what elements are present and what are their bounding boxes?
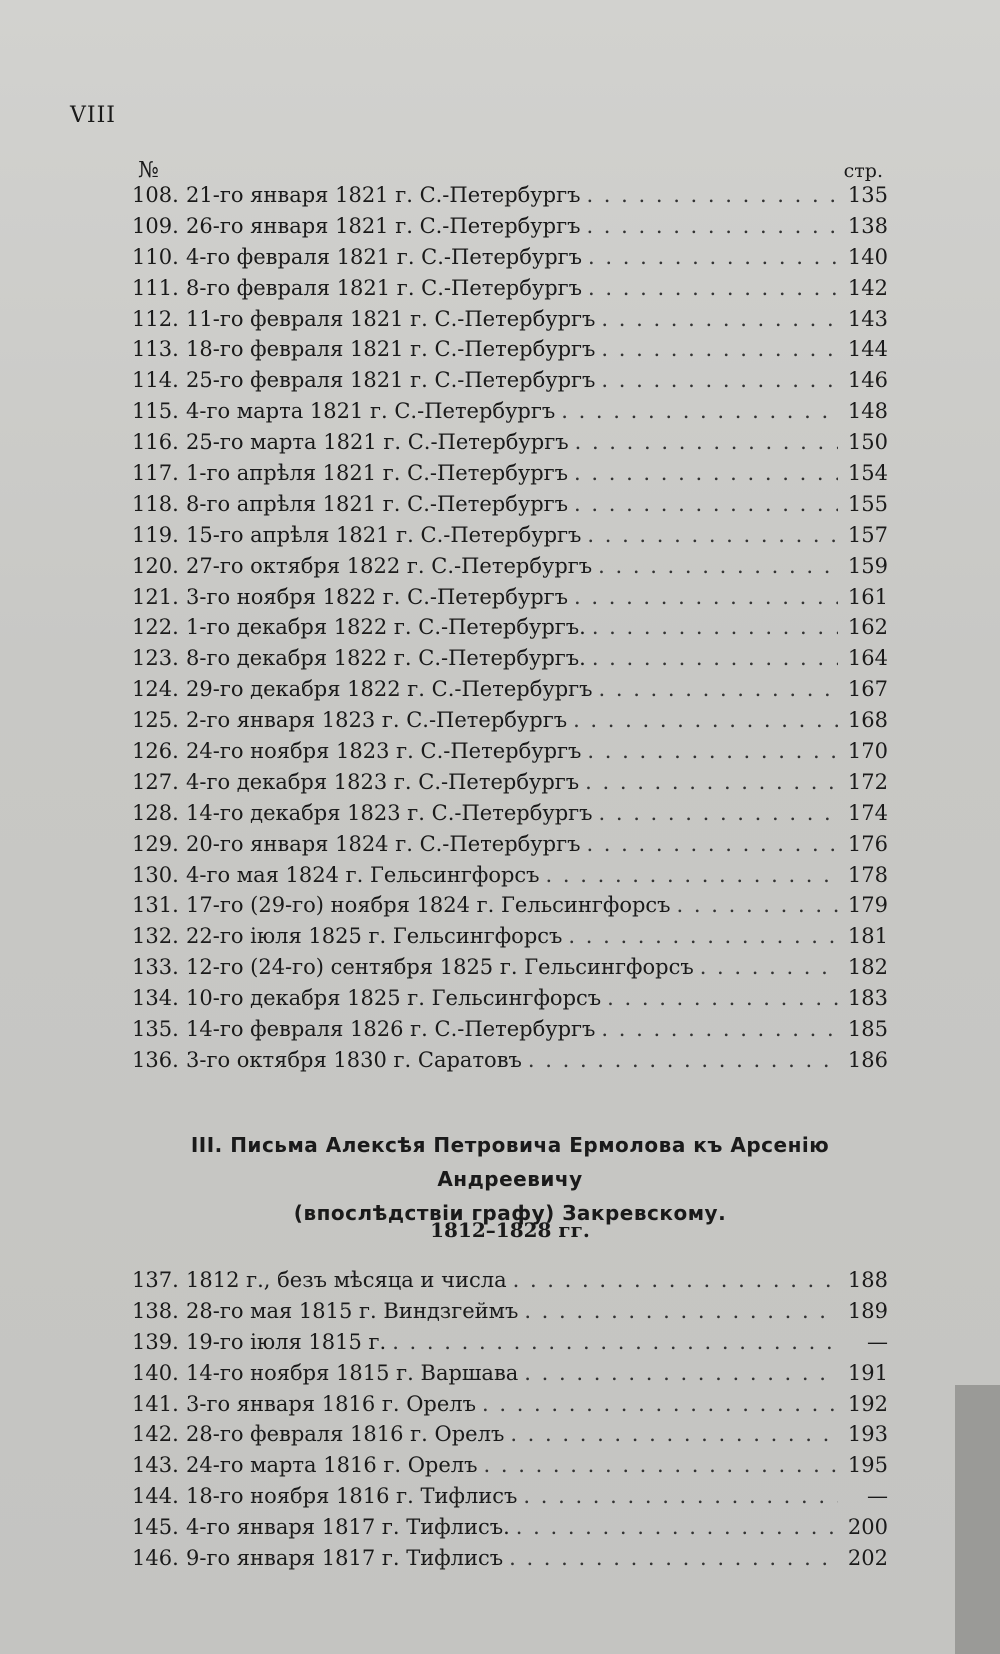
page-column-label: стр.	[843, 160, 883, 182]
toc-entry	[132, 183, 888, 214]
entry-number: 144.	[132, 1484, 179, 1509]
entry-title: 8-го декабря 1822 г. С.-Петербургъ.	[186, 646, 586, 671]
entry-page: 162	[847, 615, 888, 640]
entry-page: 161	[847, 584, 888, 609]
entry-title: 14-го февраля 1826 г. С.-Петербургъ	[186, 1017, 596, 1042]
dot-leader	[601, 1017, 838, 1041]
entry-number: 116.	[132, 430, 179, 455]
entry-number: 138.	[132, 1298, 179, 1323]
toc-entry	[132, 1017, 888, 1048]
entry-page: 176	[847, 831, 888, 856]
entry-number: 137.	[132, 1268, 179, 1292]
page-edge-shadow	[955, 1385, 1000, 1654]
dot-leader	[601, 368, 838, 392]
dot-leader	[588, 276, 838, 300]
toc-entry	[132, 276, 888, 307]
entry-title: 11-го февраля 1821 г. С.-Петербургъ	[186, 306, 596, 331]
toc-entry	[132, 1330, 888, 1361]
entry-number: 134.	[132, 986, 179, 1011]
toc-entry	[132, 554, 888, 585]
entry-page: 167	[847, 677, 888, 702]
entry-title: 25-го февраля 1821 г. С.-Петербургъ	[186, 368, 596, 393]
entry-number: 146.	[132, 1546, 179, 1571]
dot-leader	[574, 461, 838, 485]
dot-leader	[677, 893, 838, 917]
entry-number: 131.	[132, 893, 179, 918]
entry-title: 8-го февраля 1821 г. С.-Петербургъ	[186, 275, 583, 300]
dot-leader	[574, 585, 838, 609]
toc-entry	[132, 1048, 888, 1079]
entry-page: 183	[847, 986, 888, 1011]
dot-leader	[546, 863, 838, 887]
dot-leader	[392, 1330, 838, 1354]
entry-page: 154	[847, 461, 888, 486]
dot-leader	[601, 337, 838, 361]
toc-entry	[132, 863, 888, 894]
entry-number: 132.	[132, 924, 179, 949]
entry-title: 14-го ноября 1815 г. Варшава	[186, 1360, 519, 1385]
entry-page: 192	[847, 1391, 888, 1416]
section-heading-line2: (впослѣдствіи графу) Закревскому.	[293, 1201, 727, 1225]
entry-title: 10-го декабря 1825 г. Гельсингфорсъ	[186, 986, 602, 1011]
entry-page: 188	[847, 1268, 888, 1292]
dot-leader	[588, 245, 838, 269]
toc-entry	[132, 1361, 888, 1392]
entry-number: 124.	[132, 677, 179, 702]
entry-number: 108.	[132, 183, 179, 207]
entry-title: 9-го января 1817 г. Тифлисъ	[186, 1546, 504, 1571]
dot-leader	[586, 214, 838, 238]
toc-entry	[132, 307, 888, 338]
number-column-label: №	[138, 158, 159, 183]
entry-page: 172	[847, 769, 888, 794]
toc-entry	[132, 1392, 888, 1423]
entry-number: 127.	[132, 769, 179, 794]
page-folio: VIII	[70, 103, 116, 128]
entry-number: 121.	[132, 584, 179, 609]
entry-title: 4-го декабря 1823 г. С.-Петербургъ	[186, 769, 580, 794]
entry-number: 125.	[132, 708, 179, 733]
entry-title: 22-го іюля 1825 г. Гельсингфорсъ	[186, 924, 563, 949]
toc-entry	[132, 986, 888, 1017]
dot-leader	[607, 986, 838, 1010]
entry-number: 111.	[132, 275, 179, 300]
column-header	[132, 158, 888, 182]
toc-entry	[132, 245, 888, 276]
entry-title: 17-го (29-го) ноября 1824 г. Гельсингфорсъ	[186, 893, 671, 918]
dot-leader	[524, 1299, 838, 1323]
entry-page: 164	[847, 646, 888, 671]
entry-number: 140.	[132, 1360, 179, 1385]
dot-leader	[586, 183, 838, 207]
toc-entry	[132, 770, 888, 801]
dot-leader	[509, 1546, 838, 1570]
entry-title: 26-го января 1821 г. С.-Петербургъ	[186, 213, 581, 238]
entry-page: 138	[847, 213, 888, 238]
section-years: 1812–1828 гг.	[430, 1218, 590, 1242]
entry-number: 110.	[132, 244, 179, 269]
entry-title: 18-го февраля 1821 г. С.-Петербургъ	[186, 337, 596, 362]
toc-entry	[132, 924, 888, 955]
entry-title: 14-го декабря 1823 г. С.-Петербургъ	[186, 800, 593, 825]
toc-entry	[132, 646, 888, 677]
entry-title: 24-го марта 1816 г. Орелъ	[186, 1453, 478, 1478]
entry-page: 144	[847, 337, 888, 362]
entry-title: 19-го іюля 1815 г.	[186, 1329, 387, 1354]
entry-title: 2-го января 1823 г. С.-Петербургъ	[186, 708, 568, 733]
entry-title: 3-го ноября 1822 г. С.-Петербургъ	[186, 584, 569, 609]
toc-entry	[132, 1546, 888, 1577]
entry-page: 182	[847, 955, 888, 980]
dot-leader	[482, 1392, 838, 1416]
dot-leader	[587, 739, 838, 763]
entry-page: —	[867, 1484, 888, 1509]
entry-title: 12-го (24-го) сентября 1825 г. Гельсингфорсъ	[186, 955, 694, 980]
entry-number: 113.	[132, 337, 179, 362]
toc-entry	[132, 955, 888, 986]
entry-number: 129.	[132, 831, 179, 856]
toc-entry	[132, 214, 888, 245]
entry-page: 159	[847, 553, 888, 578]
entry-title: 20-го января 1824 г. С.-Петербургъ	[186, 831, 581, 856]
dot-leader	[598, 554, 838, 578]
toc-entry	[132, 399, 888, 430]
entry-number: 123.	[132, 646, 179, 671]
toc-entry	[132, 893, 888, 924]
entry-number: 120.	[132, 553, 179, 578]
dot-leader	[592, 646, 838, 670]
entry-page: 189	[847, 1298, 888, 1323]
entry-page: 191	[847, 1360, 888, 1385]
dot-leader	[599, 677, 839, 701]
entry-title: 27-го октября 1822 г. С.-Петербургъ	[186, 553, 593, 578]
entry-number: 119.	[132, 522, 179, 547]
toc-entry	[132, 739, 888, 770]
entry-title: 3-го октября 1830 г. Саратовъ	[186, 1047, 522, 1072]
dot-leader	[510, 1422, 838, 1446]
dot-leader	[601, 307, 838, 331]
toc-entry	[132, 1484, 888, 1515]
entry-title: 1812 г., безъ мѣсяца и числа	[186, 1268, 507, 1292]
toc-entry	[132, 677, 888, 708]
toc-entry	[132, 832, 888, 863]
toc-entry	[132, 1515, 888, 1546]
entry-page: 168	[847, 708, 888, 733]
entry-number: 109.	[132, 213, 179, 238]
dot-leader	[586, 832, 838, 856]
entry-page: 150	[847, 430, 888, 455]
toc-entry	[132, 368, 888, 399]
entry-number: 122.	[132, 615, 179, 640]
entry-title: 1-го декабря 1822 г. С.-Петербургъ.	[186, 615, 586, 640]
entry-page: 181	[847, 924, 888, 949]
toc-entry	[132, 1422, 888, 1453]
entry-number: 128.	[132, 800, 179, 825]
toc-entry	[132, 492, 888, 523]
toc-entry	[132, 337, 888, 368]
entry-number: 135.	[132, 1017, 179, 1042]
dot-leader	[523, 1484, 838, 1508]
entry-page: 200	[847, 1515, 888, 1540]
toc-entry	[132, 708, 888, 739]
entry-title: 28-го мая 1815 г. Виндзгеймъ	[186, 1298, 519, 1323]
entry-page: 195	[847, 1453, 888, 1478]
entry-title: 1-го апрѣля 1821 г. С.-Петербургъ	[186, 461, 569, 486]
dot-leader	[587, 523, 838, 547]
toc-entry	[132, 461, 888, 492]
entry-title: 4-го февраля 1821 г. С.-Петербургъ	[186, 244, 583, 269]
entry-number: 130.	[132, 862, 179, 887]
entry-title: 18-го ноября 1816 г. Тифлисъ	[186, 1484, 518, 1509]
entry-page: 148	[847, 399, 888, 424]
entry-number: 141.	[132, 1391, 179, 1416]
entry-title: 15-го апрѣля 1821 г. С.-Петербургъ	[186, 522, 582, 547]
entry-title: 4-го мая 1824 г. Гельсингфорсъ	[186, 862, 540, 887]
entry-title: 4-го января 1817 г. Тифлисъ.	[186, 1515, 510, 1540]
entry-page: 143	[847, 306, 888, 331]
dot-leader	[524, 1361, 838, 1385]
toc-entry	[132, 801, 888, 832]
dot-leader	[599, 801, 839, 825]
entry-page: 155	[847, 491, 888, 516]
entry-number: 115.	[132, 399, 179, 424]
dot-leader	[568, 924, 838, 948]
entry-number: 112.	[132, 306, 179, 331]
entry-number: 117.	[132, 461, 179, 486]
dot-leader	[516, 1515, 838, 1539]
toc-list-part3	[132, 1268, 888, 1577]
entry-page: 179	[847, 893, 888, 918]
entry-page: 135	[847, 183, 888, 207]
entry-number: 133.	[132, 955, 179, 980]
entry-page: 185	[847, 1017, 888, 1042]
section-heading-line1: III. Письма Алексѣя Петровича Ермолова къ Арсенію Андреевичу	[190, 1133, 830, 1191]
entry-number: 126.	[132, 739, 179, 764]
entry-page: 202	[847, 1546, 888, 1571]
entry-page: 178	[847, 862, 888, 887]
entry-number: 114.	[132, 368, 179, 393]
entry-page: 157	[847, 522, 888, 547]
entry-number: 118.	[132, 491, 179, 516]
entry-page: 140	[847, 244, 888, 269]
dot-leader	[528, 1048, 838, 1072]
entry-title: 24-го ноября 1823 г. С.-Петербургъ	[186, 739, 582, 764]
toc-entry	[132, 585, 888, 616]
toc-entry	[132, 1299, 888, 1330]
entry-page: 186	[847, 1047, 888, 1072]
toc-list-part2	[132, 183, 888, 1079]
entry-number: 143.	[132, 1453, 179, 1478]
dot-leader	[585, 770, 838, 794]
entry-title: 21-го января 1821 г. С.-Петербургъ	[186, 183, 581, 207]
entry-title: 8-го апрѣля 1821 г. С.-Петербургъ	[186, 491, 569, 516]
toc-entry	[132, 523, 888, 554]
entry-number: 139.	[132, 1329, 179, 1354]
entry-number: 145.	[132, 1515, 179, 1540]
entry-page: 146	[847, 368, 888, 393]
dot-leader	[484, 1453, 838, 1477]
entry-page: 174	[847, 800, 888, 825]
entry-page: 142	[847, 275, 888, 300]
toc-entry	[132, 615, 888, 646]
entry-number: 142.	[132, 1422, 179, 1447]
entry-title: 25-го марта 1821 г. С.-Петербургъ	[186, 430, 569, 455]
entry-title: 3-го января 1816 г. Орелъ	[186, 1391, 476, 1416]
dot-leader	[592, 615, 838, 639]
toc-entry	[132, 1268, 888, 1299]
toc-entry	[132, 430, 888, 461]
entry-title: 29-го декабря 1822 г. С.-Петербургъ	[186, 677, 593, 702]
entry-page: —	[867, 1329, 888, 1354]
entry-title: 28-го февраля 1816 г. Орелъ	[186, 1422, 505, 1447]
entry-page: 170	[847, 739, 888, 764]
dot-leader	[573, 708, 838, 732]
dot-leader	[574, 492, 838, 516]
toc-entry	[132, 1453, 888, 1484]
dot-leader	[575, 430, 838, 454]
entry-page: 193	[847, 1422, 888, 1447]
dot-leader	[700, 955, 838, 979]
entry-number: 136.	[132, 1047, 179, 1072]
dot-leader	[561, 399, 838, 423]
section-heading	[132, 1128, 888, 1230]
entry-title: 4-го марта 1821 г. С.-Петербургъ	[186, 399, 556, 424]
dot-leader	[513, 1268, 838, 1292]
